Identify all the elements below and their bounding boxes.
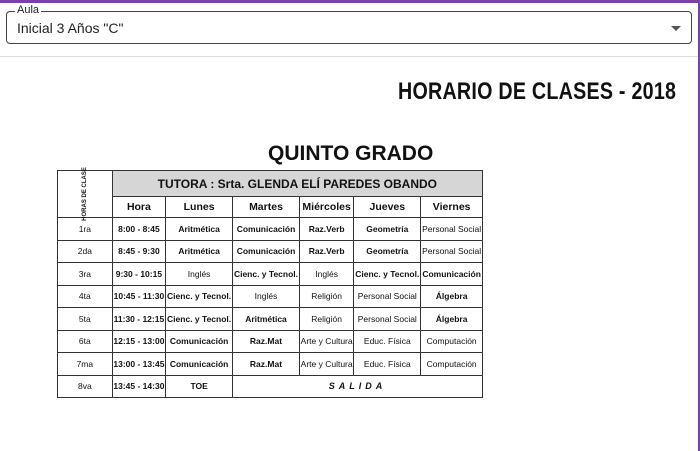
subject-cell: Personal Social [421, 240, 483, 263]
subject-cell: Arte y Cultura [299, 353, 353, 376]
table-row [58, 308, 483, 331]
subject-cell: Educ. Física [354, 330, 421, 353]
subject-cell: Raz.Verb [299, 240, 353, 263]
subject-cell: Religión [299, 308, 353, 331]
period-cell: 8va [58, 375, 113, 398]
header-viernes: Viernes [421, 197, 483, 218]
time-cell: 9:30 - 10:15 [112, 263, 165, 286]
grade-title: QUINTO GRADO [268, 142, 434, 165]
subject-cell: Cienc. y Tecnol. [166, 308, 233, 331]
subject-cell: Raz.Verb [299, 218, 353, 241]
table-row [58, 375, 483, 398]
subject-cell: Personal Social [354, 285, 421, 308]
subject-cell: Personal Social [354, 308, 421, 331]
period-cell: 2da [58, 240, 113, 263]
schedule-title: HORARIO DE CLASES - 2018 [398, 78, 677, 105]
header-martes: Martes [233, 197, 300, 218]
subject-cell: Educ. Física [354, 353, 421, 376]
subject-cell: Cienc. y Tecnol. [233, 263, 300, 286]
subject-cell: Arte y Cultura [299, 330, 353, 353]
subject-cell: Computación [421, 330, 483, 353]
subject-cell: Comunicación [166, 330, 233, 353]
side-label: HORAS DE CLASE [81, 167, 88, 221]
table-row [58, 263, 483, 286]
subject-cell: Cienc. y Tecnol. [354, 263, 421, 286]
period-cell: 4ta [58, 285, 113, 308]
side-label-cell [58, 167, 113, 221]
subject-cell: Cienc. y Tecnol. [166, 285, 233, 308]
time-cell: 11:30 - 12:15 [112, 308, 165, 331]
subject-cell: Religión [299, 285, 353, 308]
subject-cell: Raz.Mat [233, 330, 300, 353]
period-cell: 6ta [58, 330, 113, 353]
aula-select[interactable] [6, 4, 692, 44]
table-row [58, 240, 483, 263]
table-row [58, 330, 483, 353]
salida-cell: SALIDA [233, 375, 483, 398]
time-cell: 8:00 - 8:45 [112, 218, 165, 241]
divider [0, 56, 698, 57]
table-row [58, 285, 483, 308]
period-cell: 7ma [58, 353, 113, 376]
time-cell: 13:45 - 14:30 [112, 375, 165, 398]
subject-cell: Geometría [354, 240, 421, 263]
header-jueves: Jueves [354, 197, 421, 218]
subject-cell: Inglés [299, 263, 353, 286]
time-cell: 10:45 - 11:30 [112, 285, 165, 308]
time-cell: 8:45 - 9:30 [112, 240, 165, 263]
subject-cell: Inglés [233, 285, 300, 308]
subject-cell: Comunicación [421, 263, 483, 286]
subject-cell: Aritmética [166, 218, 233, 241]
subject-cell: Geometría [354, 218, 421, 241]
subject-cell: Comunicación [233, 218, 300, 241]
tutor-cell: TUTORA : Srta. GLENDA ELÍ PAREDES OBANDO [112, 171, 482, 197]
subject-cell: Aritmética [233, 308, 300, 331]
header-miercoles: Miércoles [299, 197, 353, 218]
time-cell: 13:00 - 13:45 [112, 353, 165, 376]
aula-select-value[interactable]: Inicial 3 Años "C" [17, 20, 124, 36]
table-row [58, 353, 483, 376]
subject-cell: Álgebra [421, 308, 483, 331]
schedule-table [57, 167, 483, 398]
time-cell: 12:15 - 13:00 [112, 330, 165, 353]
period-cell: 1ra [58, 218, 113, 241]
top-accent-bar [0, 0, 700, 3]
period-cell: 5ta [58, 308, 113, 331]
subject-cell: Computación [421, 353, 483, 376]
subject-cell: TOE [166, 375, 233, 398]
subject-cell: Inglés [166, 263, 233, 286]
table-row [58, 218, 483, 241]
dropdown-arrow-icon[interactable] [671, 26, 681, 31]
header-hora: Hora [112, 197, 165, 218]
subject-cell: Álgebra [421, 285, 483, 308]
subject-cell: Personal Social [421, 218, 483, 241]
aula-select-label: Aula [17, 4, 40, 16]
subject-cell: Raz.Mat [233, 353, 300, 376]
subject-cell: Aritmética [166, 240, 233, 263]
subject-cell: Comunicación [166, 353, 233, 376]
subject-cell: Comunicación [233, 240, 300, 263]
header-lunes: Lunes [166, 197, 233, 218]
period-cell: 3ra [58, 263, 113, 286]
